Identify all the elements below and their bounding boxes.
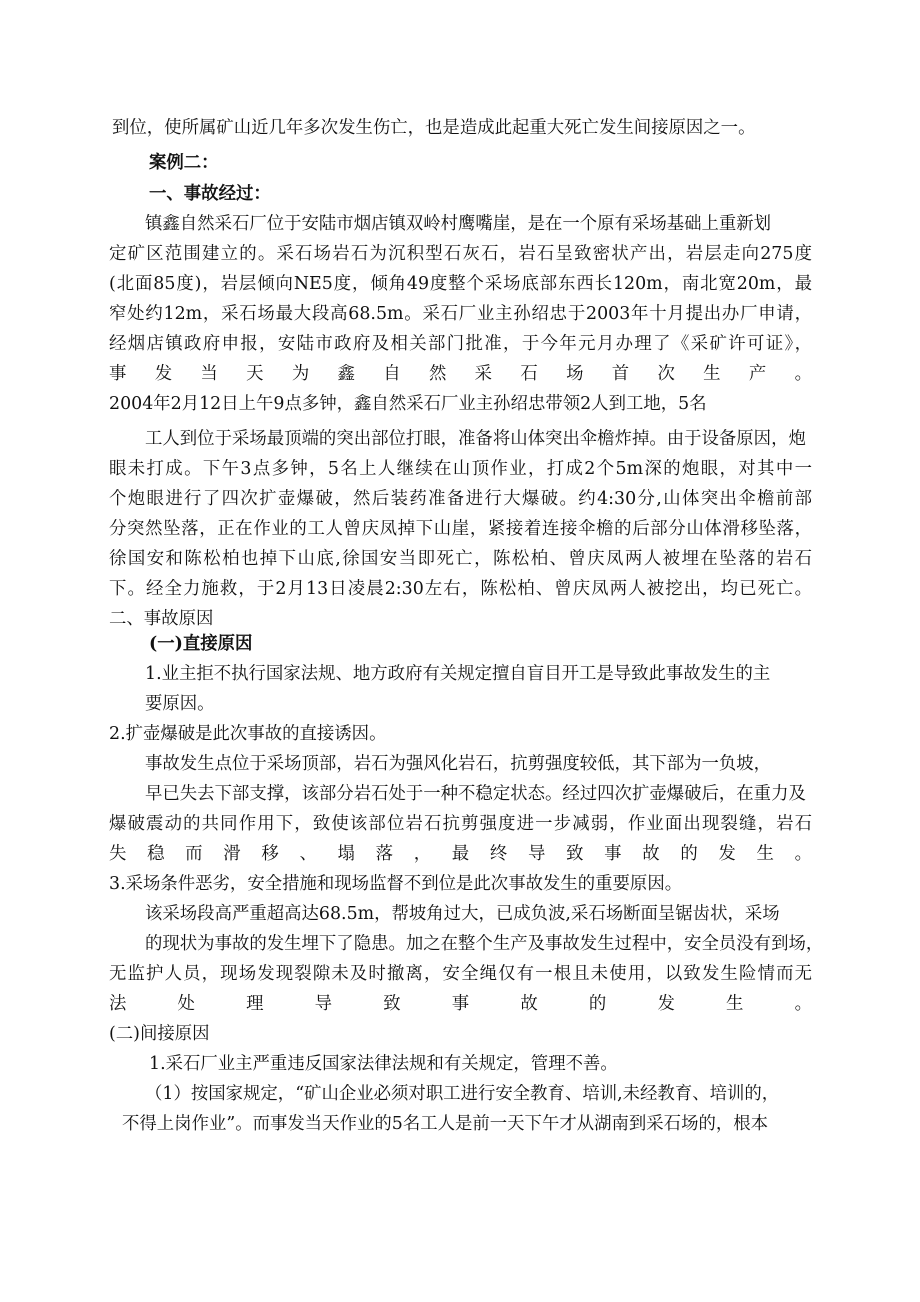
text-line bbox=[0, 1139, 920, 1169]
text-line: (北面85度)，岩层倾向NE5度，倾角49度整个采场底部东西长120m，南北宽20m，最 bbox=[109, 274, 812, 294]
text-line: 事发当天为鑫自然采石场首次生产。 bbox=[109, 364, 812, 384]
text-line: 2004年2月12日上午9点多钟，鑫自然采石厂业主孙绍忠带领2人到工地，5名 bbox=[109, 394, 707, 414]
text-line: 该采场段高严重超高达68.5m，帮坡角过大，已成负波,采石场断面呈锯齿状，采场 bbox=[145, 904, 780, 924]
text-line: （1）按国家规定，“矿山企业必须对职工进行安全教育、培训,未经教育、培训的， bbox=[145, 1084, 780, 1104]
text-line: 无监护人员，现场发现裂隙未及时撤离，安全绳仅有一根且未使用，以致发生险情而无 bbox=[109, 964, 812, 984]
text-line: 工人到位于采场最顶端的突出部位打眼，准备将山体突出伞檐炸掉。由于设备原因，炮 bbox=[145, 429, 806, 449]
text-line: 定矿区范围建立的。采石场岩石为沉积型石灰石，岩石呈致密状产出，岩层走向275度 bbox=[109, 244, 812, 264]
text-line: 窄处约12m，采石场最大段高68.5m。采石厂业主孙绍忠于2003年十月提出办厂申请， bbox=[109, 304, 812, 324]
text-line: 不得上岗作业”。而事发当天作业的5名工人是前一天下午才从湖南到采石场的，根本 bbox=[122, 1114, 769, 1134]
text-line: 法处理导致事故的发生。 bbox=[109, 994, 812, 1014]
case-heading: 案例二： bbox=[149, 153, 219, 173]
text-line: 经烟店镇政府申报，安陆市政府及相关部门批准，于今年元月办理了《采矿许可证》， bbox=[109, 334, 812, 354]
subsection-heading: 1.业主拒不执行国家法规、地方政府有关规定擅自盲目开工是导致此事故发生的主 bbox=[145, 664, 771, 684]
text-line: 爆破震动的共同作用下，致使该部位岩石抗剪强度进一步减弱，作业面出现裂缝，岩石 bbox=[109, 814, 812, 834]
text-line: 个炮眼进行了四次扩壶爆破，然后装药准备进行大爆破。约4:30分,山体突出伞檐前部 bbox=[109, 489, 812, 509]
text-line: 到位，使所属矿山近几年多次发生伤亡，也是造成此起重大死亡发生间接原因之一。 bbox=[112, 118, 756, 138]
section-heading: 一、事故经过： bbox=[149, 184, 271, 204]
text-line: 事故发生点位于采场顶部，岩石为强风化岩石，抗剪强度较低，其下部为一负坡， bbox=[145, 754, 772, 774]
subsection-heading: 1.采石厂业主严重违反国家法律法规和有关规定，管理不善。 bbox=[149, 1054, 618, 1074]
text-line: 二、事故原因 bbox=[109, 609, 214, 629]
text-line: 下。经全力施救，于2月13日凌晨2:30左右，陈松柏、曾庆凤两人被挖出，均已死亡。 bbox=[109, 579, 812, 599]
text-line: 2.扩壶爆破是此次事故的直接诱因。 bbox=[109, 724, 387, 744]
text-line: 眼未打成。下午3点多钟，5名上人继续在山顶作业，打成2个5m深的炮眼，对其中一 bbox=[109, 459, 812, 479]
section-heading: (一)直接原因 bbox=[149, 634, 253, 654]
text-line: 要原因。 bbox=[145, 694, 215, 714]
text-line: 失稳而滑移、塌落，最终导致事故的发生。 bbox=[109, 844, 812, 864]
text-line: 早已失去下部支撑，该部分岩石处于一种不稳定状态。经过四次扩壶爆破后，在重力及 bbox=[145, 784, 806, 804]
text-line: 镇鑫自然采石厂位于安陆市烟店镇双岭村鹰嘴崖，是在一个原有采场基础上重新划 bbox=[145, 214, 772, 234]
text-line: 3.采场条件恶劣，安全措施和现场监督不到位是此次事故发生的重要原因。 bbox=[109, 874, 683, 894]
text-line: 的现状为事故的发生埋下了隐患。加之在整个生产及事故发生过程中，安全员没有到场， bbox=[145, 934, 824, 954]
text-line: 徐国安和陈松柏也掉下山底,徐国安当即死亡，陈松柏、曾庆凤两人被埋在坠落的岩石 bbox=[109, 549, 812, 569]
text-line: 分突然坠落，正在作业的工人曾庆凤掉下山崖，紧接着连接伞檐的后部分山体滑移坠落， bbox=[109, 519, 812, 539]
text-line: (二)间接原因 bbox=[109, 1024, 210, 1044]
